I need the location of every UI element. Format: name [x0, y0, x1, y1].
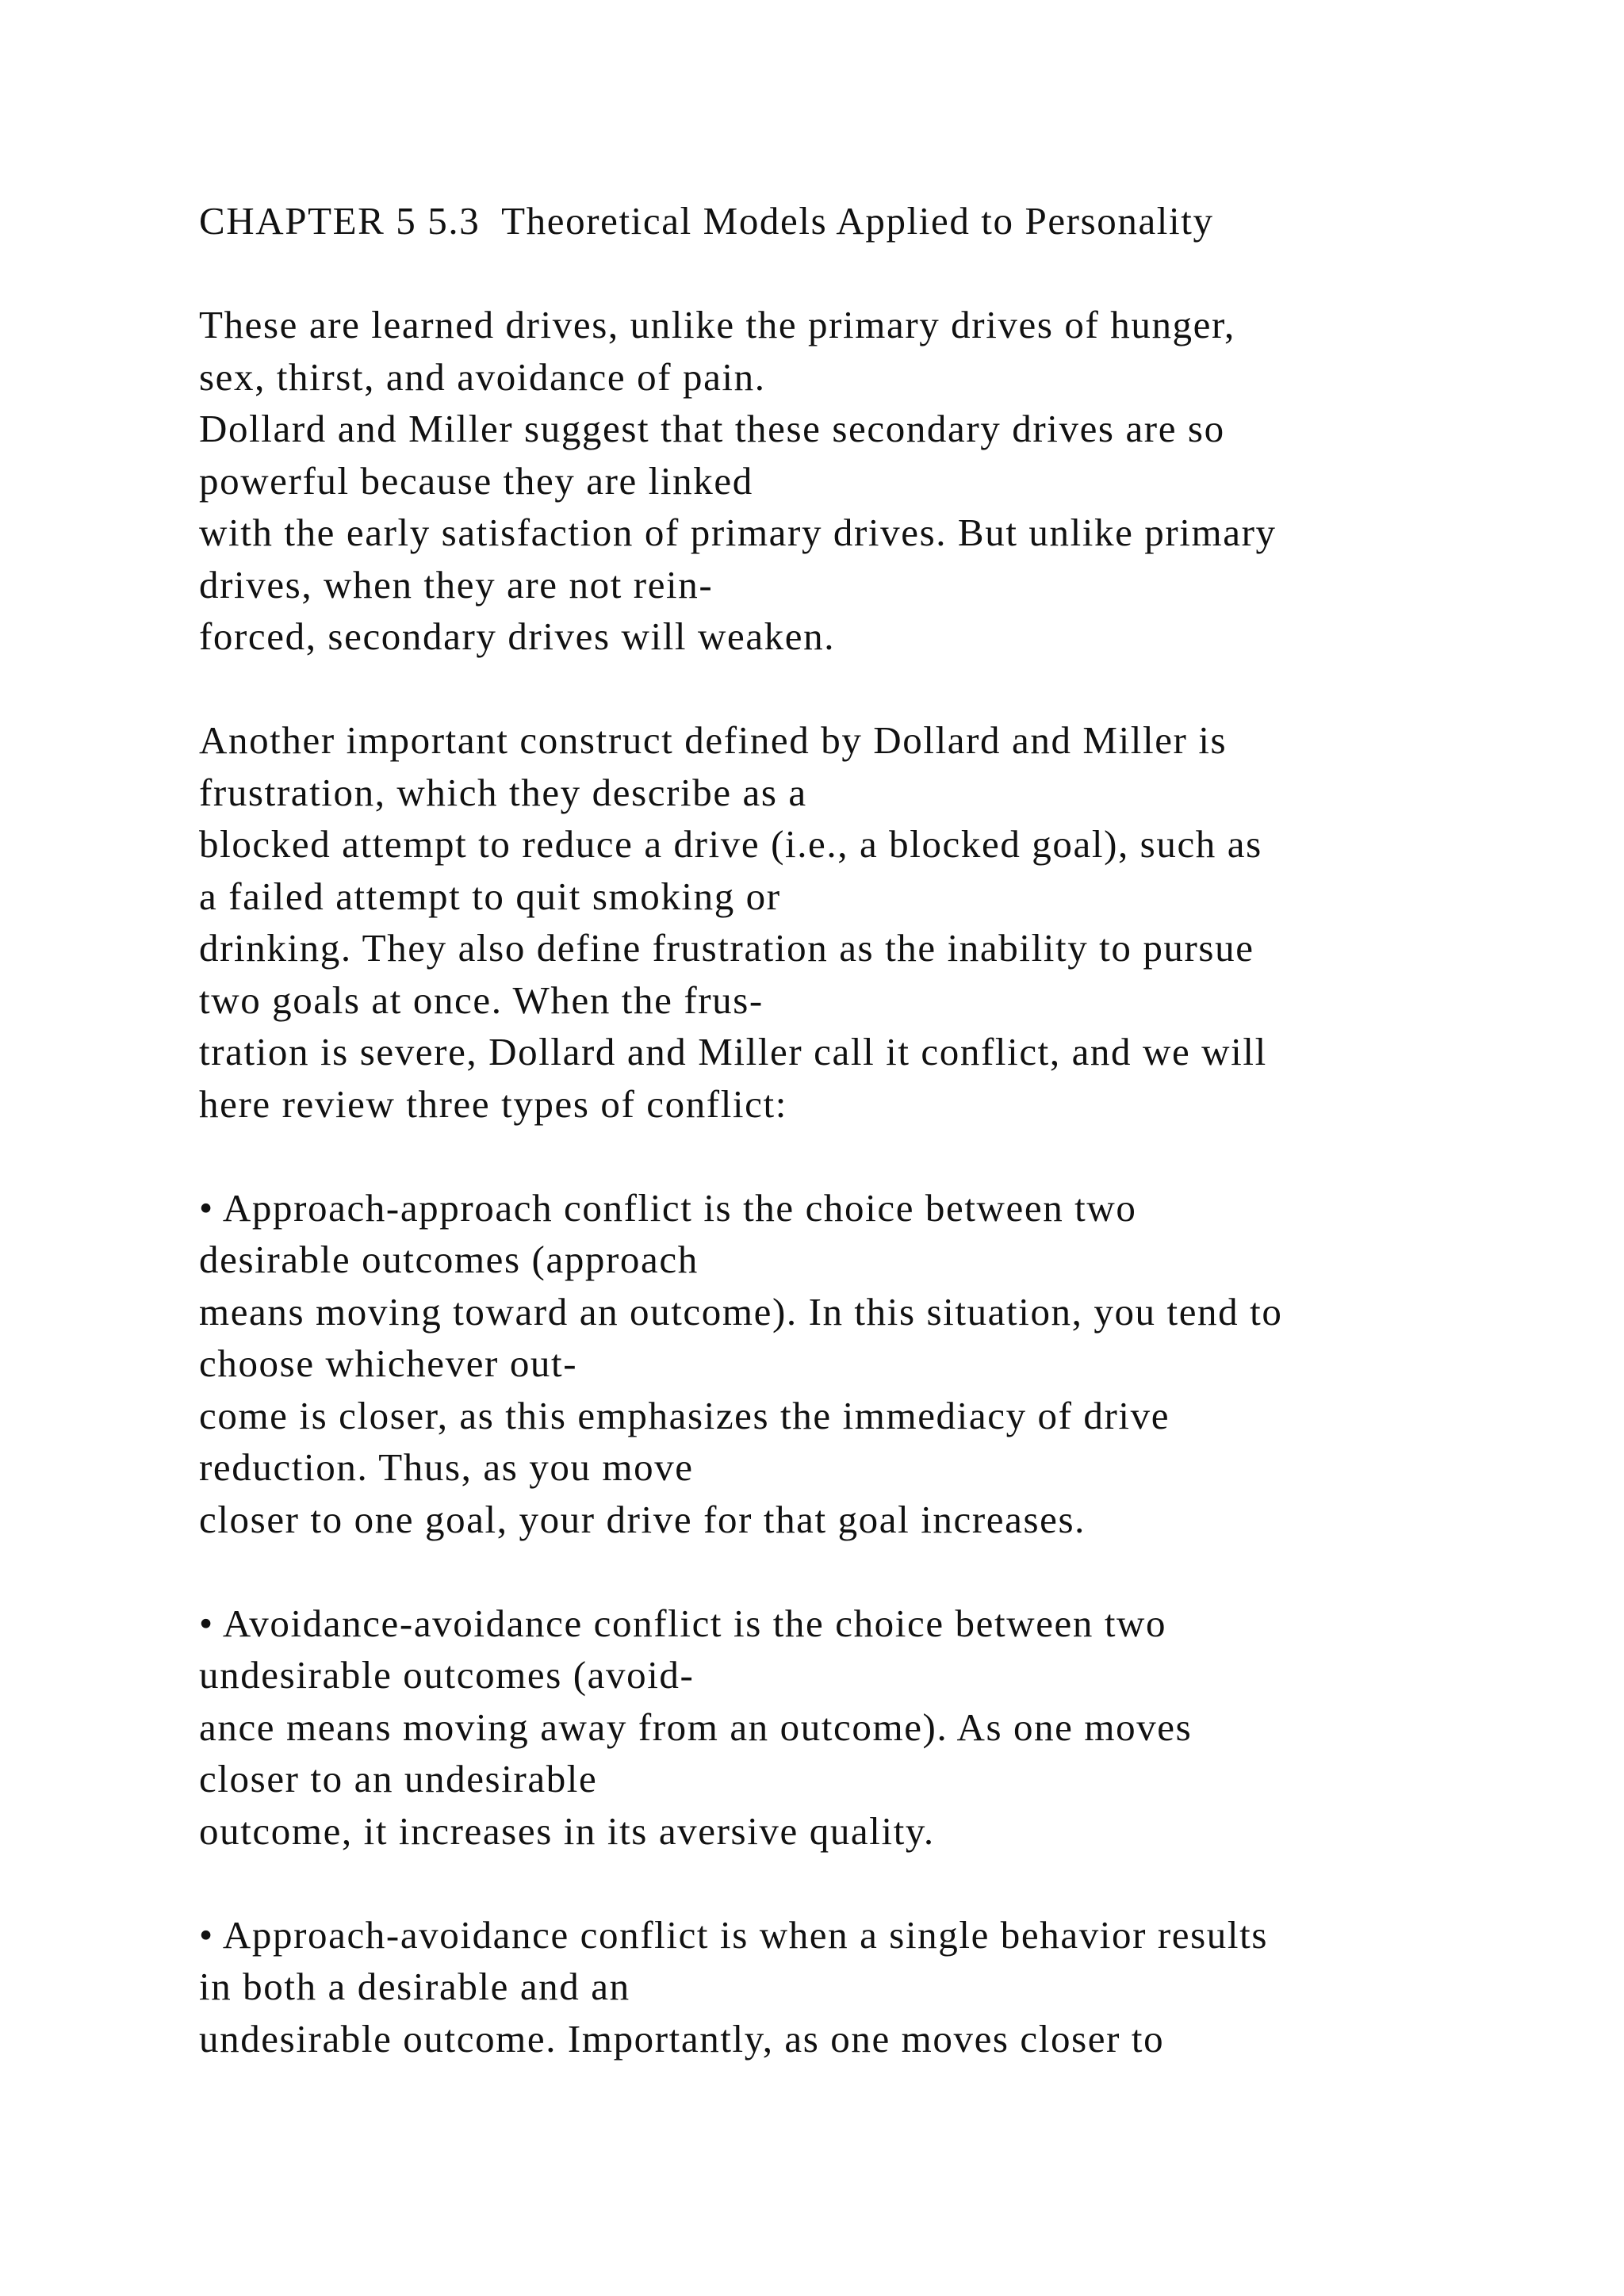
text-line: tration is severe, Dollard and Miller call it conflict, and we will: [199, 1030, 1267, 1073]
text-line: • Approach-avoidance conflict is when a single behavior results: [199, 1912, 1269, 1957]
text-line: closer to one goal, your drive for that goal increases.: [199, 1497, 1086, 1541]
spacer: [199, 247, 1576, 300]
text-line: ance means moving away from an outcome). As one moves: [199, 1705, 1193, 1749]
paragraph-learned-drives: [199, 299, 1576, 663]
spacer: [199, 1130, 1576, 1182]
text-line: undesirable outcomes (avoid-: [199, 1653, 695, 1697]
text-line: powerful because they are linked: [199, 458, 753, 503]
text-line: a failed attempt to quit smoking or: [199, 874, 781, 918]
bullet-approach-avoidance: [199, 1909, 1576, 2065]
text-line: desirable outcomes (approach: [199, 1238, 699, 1281]
text-line: outcome, it increases in its aversive quality.: [199, 1808, 935, 1853]
chapter-heading: CHAPTER 5 5.3 Theoretical Models Applied to Personality: [199, 199, 1214, 243]
text-line: blocked attempt to reduce a drive (i.e., a blocked goal), such as: [199, 822, 1262, 866]
text-line: sex, thirst, and avoidance of pain.: [199, 354, 766, 399]
text-line: reduction. Thus, as you move: [199, 1445, 694, 1489]
text-line: drinking. They also define frustration as the inability to pursue: [199, 926, 1254, 970]
text-line: drives, when they are not rein-: [199, 562, 714, 607]
text-line: • Avoidance-avoidance conflict is the choice between two: [199, 1601, 1167, 1645]
text-line: here review three types of conflict:: [199, 1081, 787, 1126]
text-line: These are learned drives, unlike the primary drives of hunger,: [199, 303, 1235, 346]
spacer: [199, 663, 1576, 715]
text-line: means moving toward an outcome). In this situation, you tend to: [199, 1289, 1283, 1334]
text-line: Another important construct defined by Dollard and Miller is: [199, 718, 1228, 762]
spacer: [199, 1545, 1576, 1598]
text-line: closer to an undesirable: [199, 1757, 598, 1800]
text-line: frustration, which they describe as a: [199, 770, 807, 814]
text-line: two goals at once. When the frus-: [199, 978, 764, 1022]
text-line: in both a desirable and an: [199, 1965, 630, 2008]
text-line: Dollard and Miller suggest that these secondary drives are so: [199, 407, 1225, 450]
spacer: [199, 1857, 1576, 1909]
bullet-approach-approach: [199, 1182, 1576, 1546]
text-line: undesirable outcome. Importantly, as one moves closer to: [199, 2016, 1165, 2061]
text-line: forced, secondary drives will weaken.: [199, 614, 836, 658]
text-line: with the early satisfaction of primary drives. But unlike primary: [199, 511, 1277, 554]
text-line: come is closer, as this emphasizes the immediacy of drive: [199, 1393, 1170, 1437]
bullet-avoidance-avoidance: [199, 1598, 1576, 1858]
text-line: • Approach-approach conflict is the choice between two: [199, 1185, 1137, 1230]
text-line: choose whichever out-: [199, 1341, 578, 1385]
paragraph-frustration: [199, 714, 1576, 1130]
